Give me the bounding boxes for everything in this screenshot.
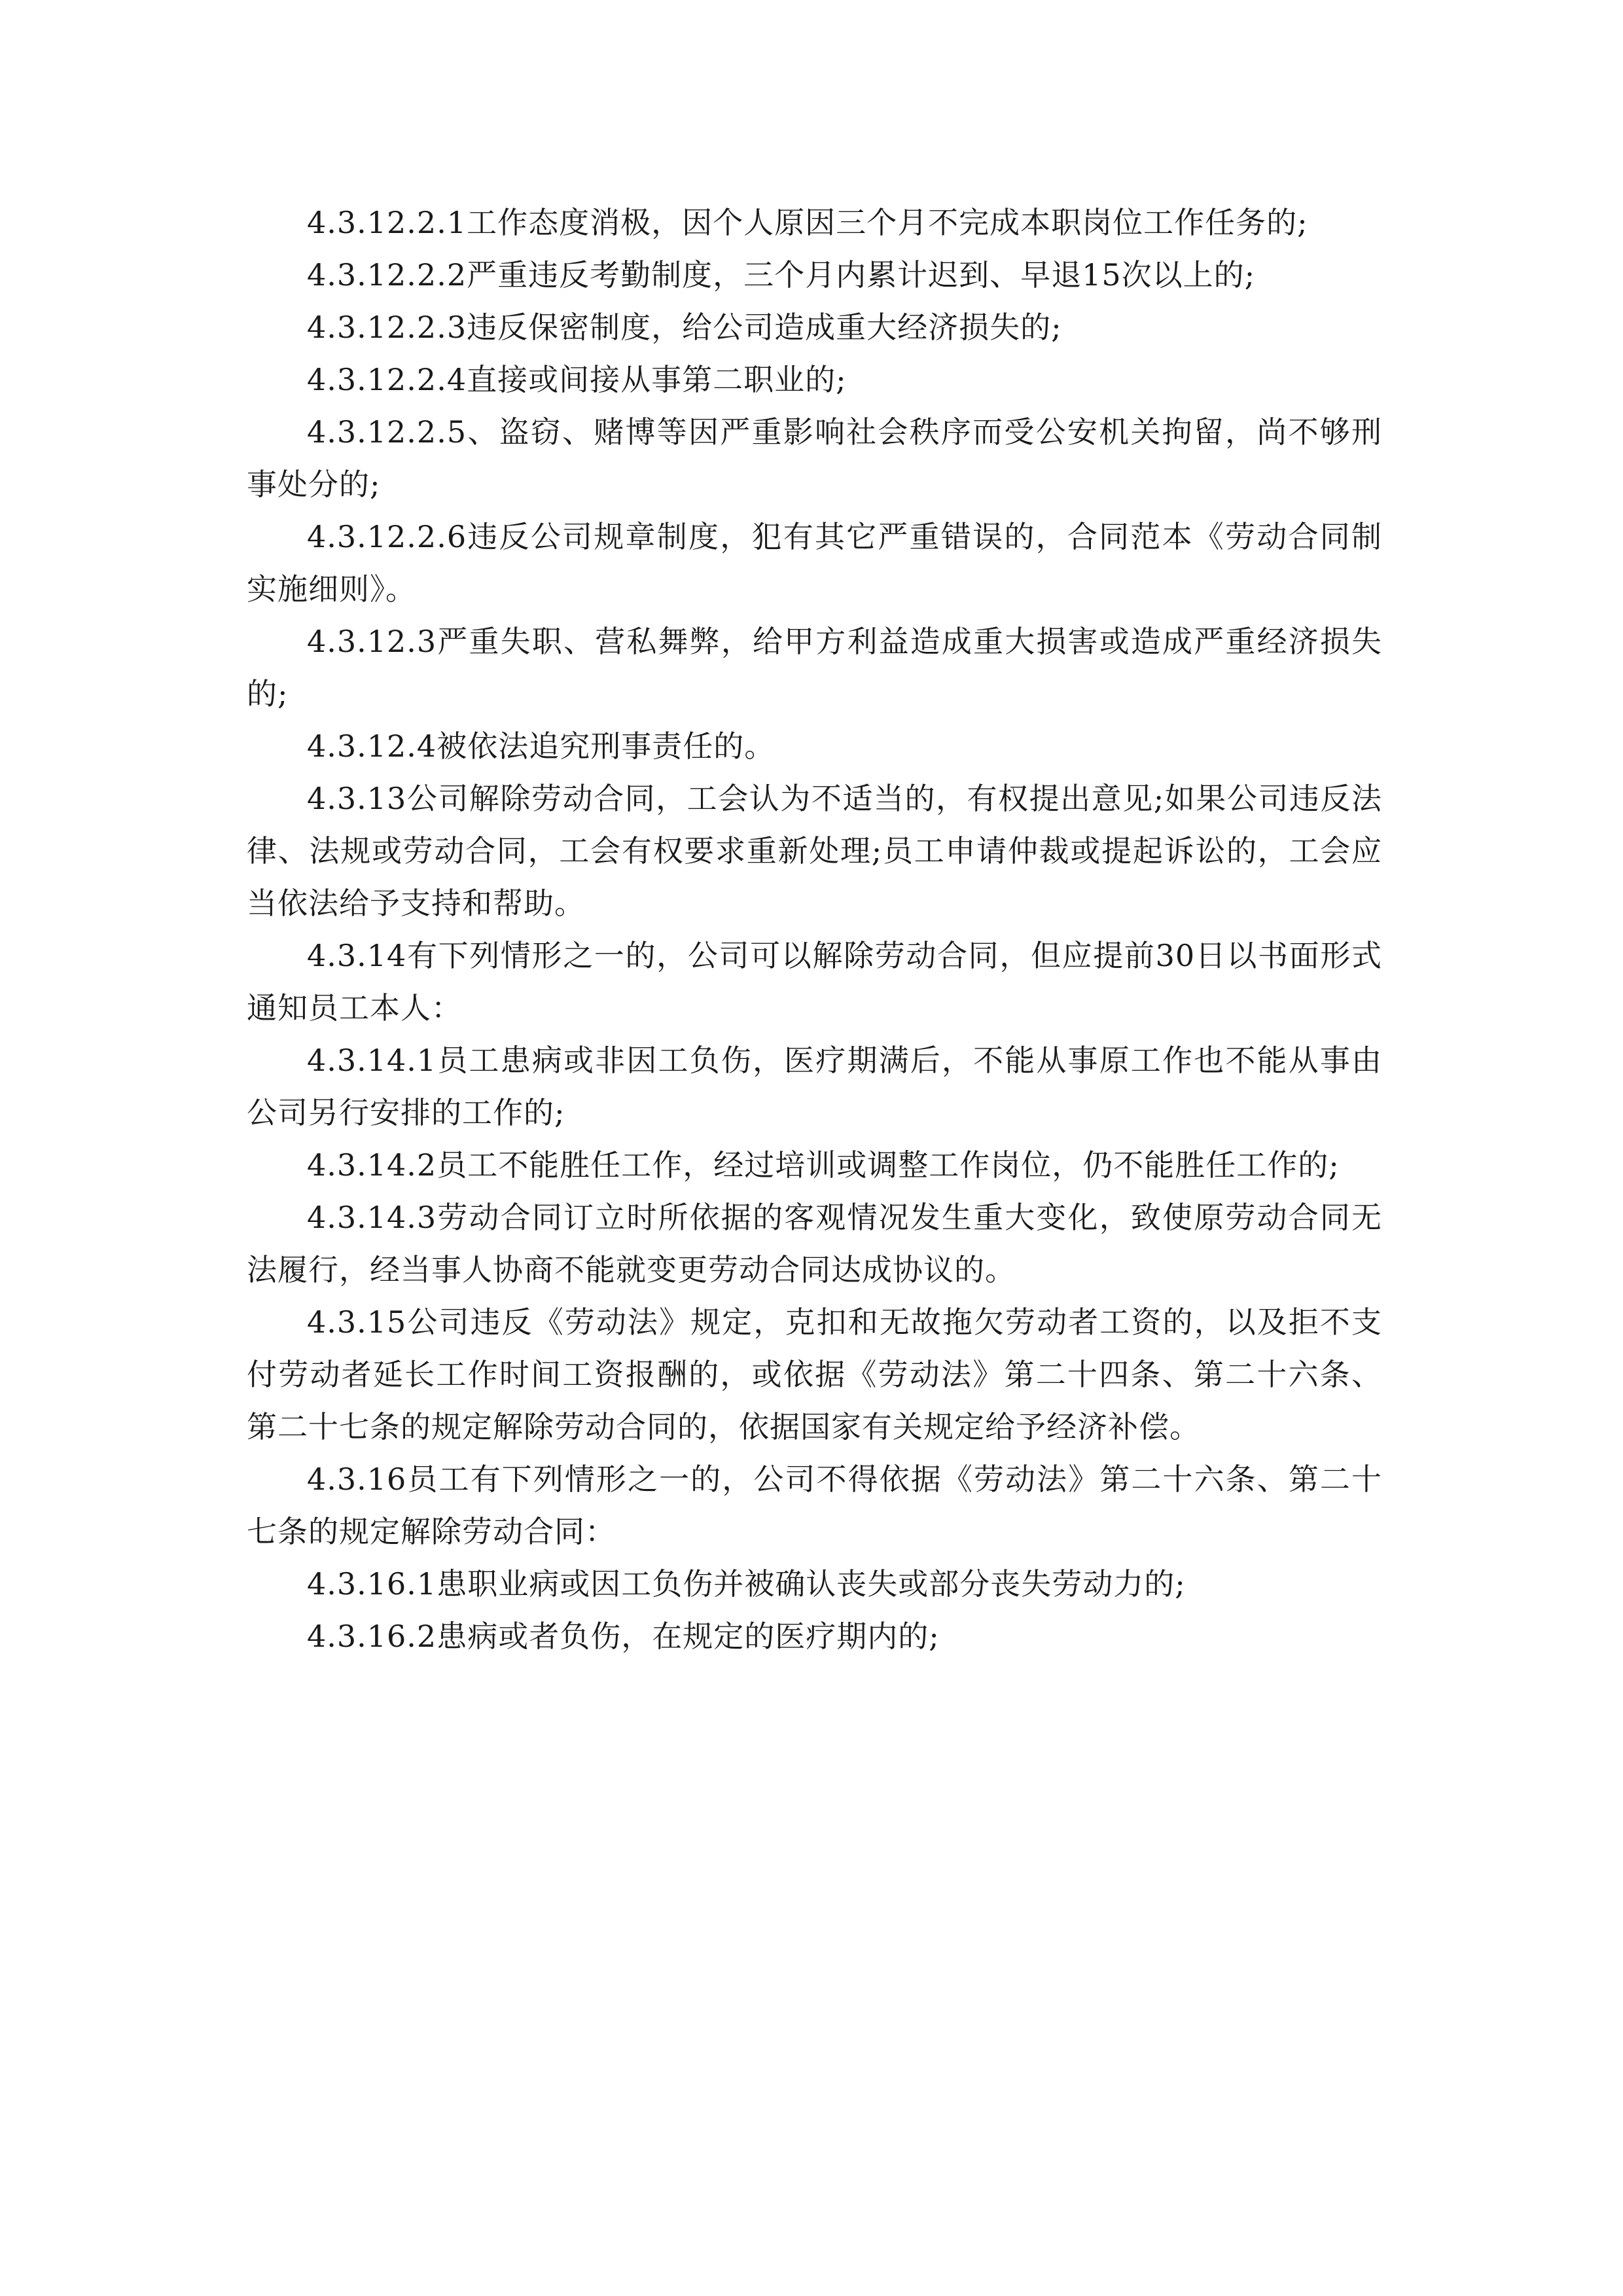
paragraph-4-3-14-2: 4.3.14.2员工不能胜任工作，经过培训或调整工作岗位，仍不能胜任工作的; [307, 1147, 1340, 1183]
paragraph-4-3-16: 4.3.16员工有下列情形之一的，公司不得依据《劳动法》第二十六条、第二十七条的规定解除劳动合同： [247, 1462, 1382, 1549]
paragraph-4-3-16-2: 4.3.16.2患病或者负伤，在规定的医疗期内的; [307, 1619, 940, 1654]
document-body [247, 196, 1382, 1662]
paragraph-4-3-12-2-2: 4.3.12.2.2严重违反考勤制度，三个月内累计迟到、早退15次以上的; [307, 257, 1256, 293]
paragraph-4-3-15: 4.3.15公司违反《劳动法》规定，克扣和无故拖欠劳动者工资的，以及拒不支付劳动者延长工作时间工资报酬的，或依据《劳动法》第二十四条、第二十六条、第二十七条的规定解除劳动合同的，依据国家有关规定给予经济补偿。 [247, 1304, 1382, 1444]
paragraph-4-3-12-2-4: 4.3.12.2.4直接或间接从事第二职业的; [307, 362, 847, 397]
paragraph-4-3-16-1: 4.3.16.1患职业病或因工负伤并被确认丧失或部分丧失劳动力的; [307, 1566, 1186, 1602]
paragraph-4-3-12-2-3: 4.3.12.2.3违反保密制度，给公司造成重大经济损失的; [307, 310, 1062, 345]
paragraph-4-3-12-2-6: 4.3.12.2.6违反公司规章制度，犯有其它严重错误的，合同范本《劳动合同制实施细则》。 [247, 519, 1382, 607]
paragraph-4-3-12-2-1: 4.3.12.2.1工作态度消极，因个人原因三个月不完成本职岗位工作任务的; [307, 205, 1308, 240]
paragraph-4-3-12-4: 4.3.12.4被依法追究刑事责任的。 [307, 728, 776, 764]
paragraph-4-3-12-3: 4.3.12.3严重失职、营私舞弊，给甲方利益造成重大损害或造成严重经济损失的; [247, 624, 1382, 711]
paragraph-4-3-14-3: 4.3.14.3劳动合同订立时所依据的客观情况发生重大变化，致使原劳动合同无法履行，经当事人协商不能就变更劳动合同达成协议的。 [247, 1200, 1382, 1287]
paragraph-4-3-13: 4.3.13公司解除劳动合同，工会认为不适当的，有权提出意见;如果公司违反法律、法规或劳动合同，工会有权要求重新处理;员工申请仲裁或提起诉讼的，工会应当依法给予支持和帮助。 [247, 781, 1382, 921]
paragraph-4-3-12-2-5: 4.3.12.2.5、盗窃、赌博等因严重影响社会秩序而受公安机关拘留，尚不够刑事处分的; [247, 414, 1382, 502]
paragraph-4-3-14-1: 4.3.14.1员工患病或非因工负伤，医疗期满后，不能从事原工作也不能从事由公司另行安排的工作的; [247, 1043, 1382, 1130]
paragraph-4-3-14: 4.3.14有下列情形之一的，公司可以解除劳动合同，但应提前30日以书面形式通知员工本人： [247, 938, 1382, 1026]
